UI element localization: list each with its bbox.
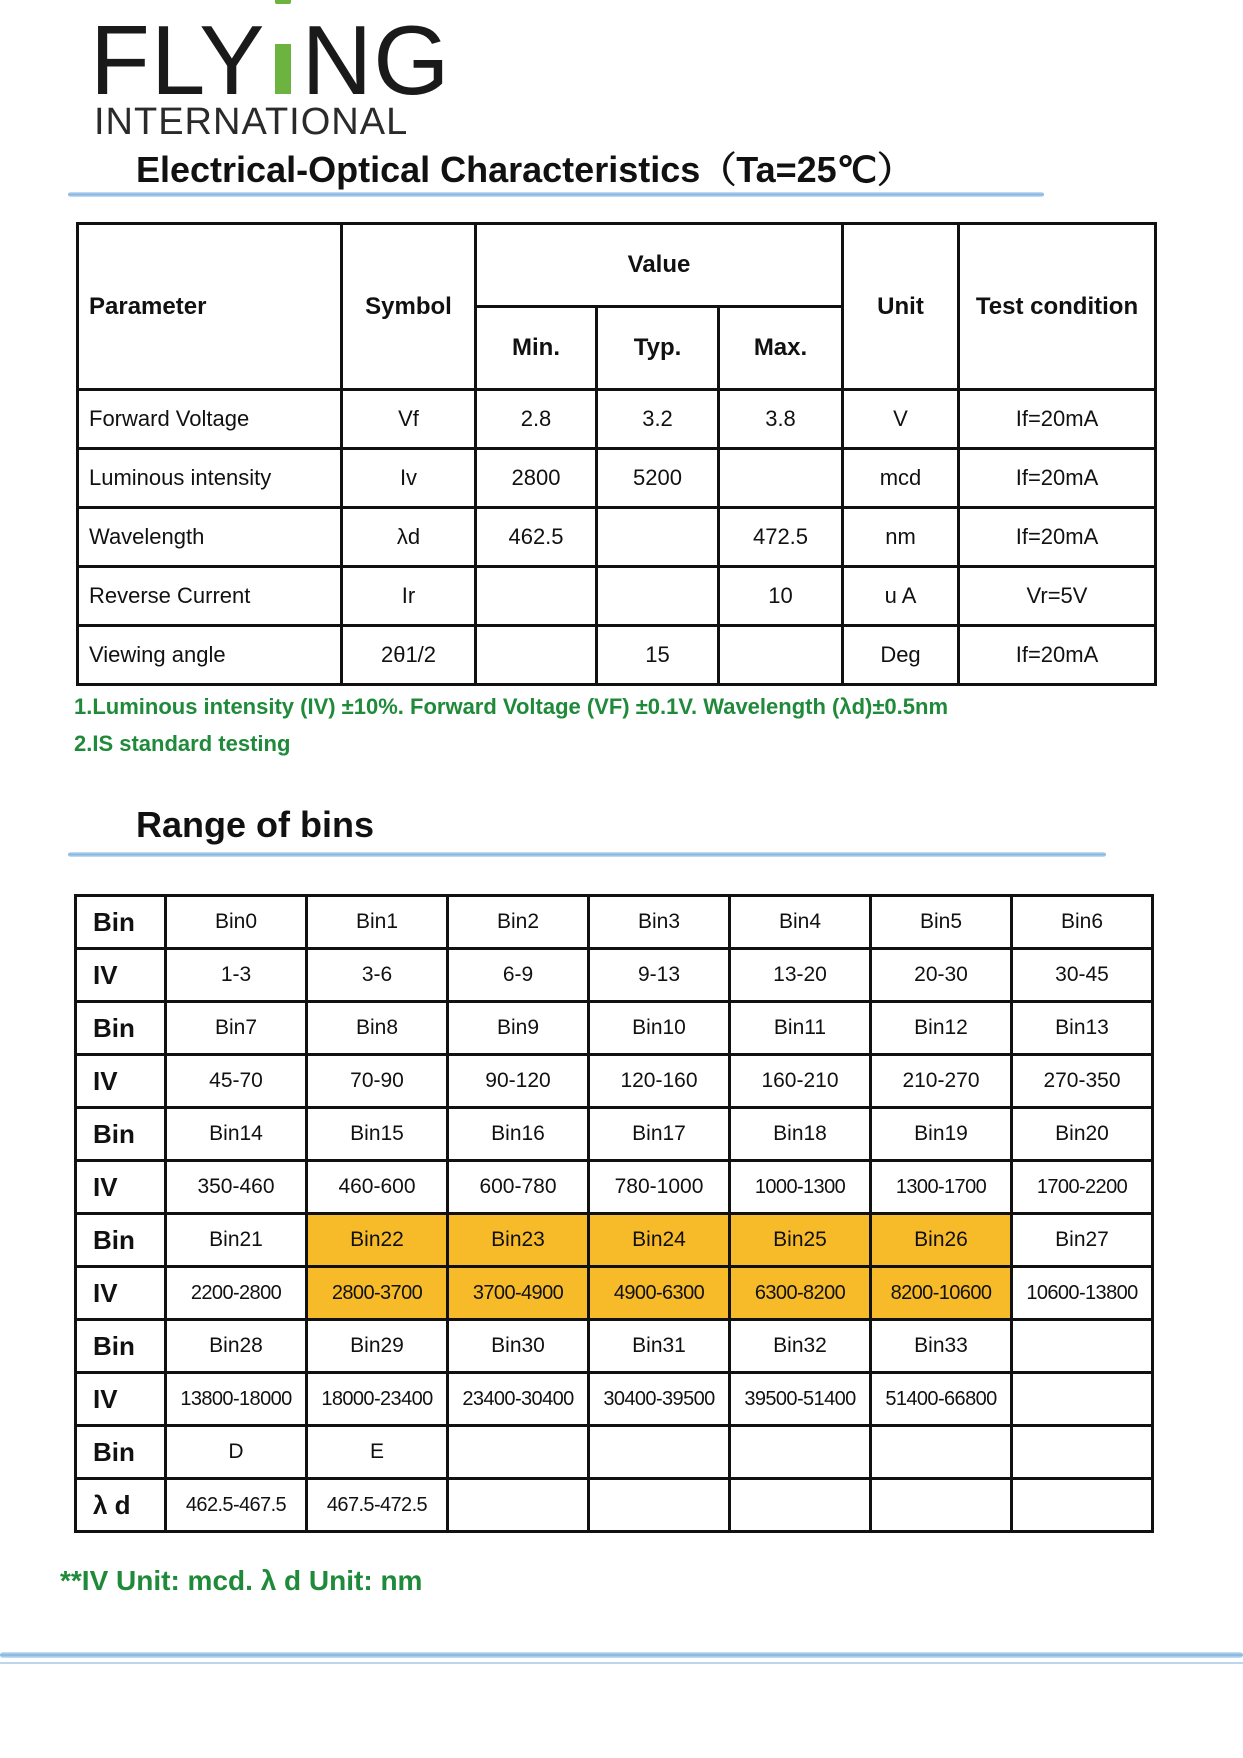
cell-symbol: Vf <box>342 390 476 449</box>
row-label: Bin <box>76 896 166 949</box>
bin-cell: 30400-39500 <box>589 1373 730 1426</box>
units-footnote: **IV Unit: mcd. λ d Unit: nm <box>60 1565 423 1596</box>
cell-min <box>476 626 597 685</box>
table-row <box>78 508 1156 567</box>
bin-cell: Bin31 <box>589 1320 730 1373</box>
row-label: Bin <box>76 1002 166 1055</box>
cell-unit: u A <box>843 567 959 626</box>
bin-cell: Bin22 <box>307 1214 448 1267</box>
bin-cell: 39500-51400 <box>730 1373 871 1426</box>
bin-cell: Bin1 <box>307 896 448 949</box>
bin-cell: Bin29 <box>307 1320 448 1373</box>
bin-cell: Bin4 <box>730 896 871 949</box>
cell-typ <box>597 508 719 567</box>
header-symbol: Symbol <box>342 224 476 390</box>
bins-title: Range of bins <box>136 804 375 845</box>
logo-text-part-3: G <box>373 5 451 115</box>
bin-cell <box>730 1479 871 1532</box>
cell-parameter: Reverse Current <box>78 567 342 626</box>
bin-cell: Bin18 <box>730 1108 871 1161</box>
electrical-optical-title: Electrical-Optical Characteristics（Ta=25℃） <box>136 149 914 190</box>
cell-test: If=20mA <box>959 390 1156 449</box>
row-label: IV <box>76 1055 166 1108</box>
note-standard: 2.IS standard testing <box>74 731 291 756</box>
cell-max <box>719 626 843 685</box>
bin-cell: 6-9 <box>448 949 589 1002</box>
table-row <box>76 1214 1153 1267</box>
bin-cell: Bin7 <box>166 1002 307 1055</box>
table-row <box>78 567 1156 626</box>
bin-cell: 210-270 <box>871 1055 1012 1108</box>
cell-min <box>476 567 597 626</box>
bin-cell: Bin23 <box>448 1214 589 1267</box>
cell-symbol: Ir <box>342 567 476 626</box>
bin-cell: Bin24 <box>589 1214 730 1267</box>
bin-cell: Bin8 <box>307 1002 448 1055</box>
cell-typ: 5200 <box>597 449 719 508</box>
row-label: IV <box>76 1161 166 1214</box>
bin-cell: 51400-66800 <box>871 1373 1012 1426</box>
bin-cell: 4900-6300 <box>589 1267 730 1320</box>
cell-symbol: Iv <box>342 449 476 508</box>
bin-cell: 9-13 <box>589 949 730 1002</box>
bin-cell: 3700-4900 <box>448 1267 589 1320</box>
row-label: Bin <box>76 1426 166 1479</box>
cell-typ: 15 <box>597 626 719 685</box>
footer-rule <box>0 1652 1243 1658</box>
table-row <box>76 1002 1153 1055</box>
bin-cell: 2800-3700 <box>307 1267 448 1320</box>
bin-cell: Bin10 <box>589 1002 730 1055</box>
bin-cell: 18000-23400 <box>307 1373 448 1426</box>
bin-cell: Bin33 <box>871 1320 1012 1373</box>
cell-typ: 3.2 <box>597 390 719 449</box>
table-row <box>76 1479 1153 1532</box>
header-min: Min. <box>476 307 597 390</box>
logo-text-part-1: FLY <box>90 5 266 115</box>
bin-cell: 70-90 <box>307 1055 448 1108</box>
bin-cell: Bin14 <box>166 1108 307 1161</box>
bin-cell <box>871 1479 1012 1532</box>
bin-cell: Bin28 <box>166 1320 307 1373</box>
bin-cell: 3-6 <box>307 949 448 1002</box>
row-label: IV <box>76 1373 166 1426</box>
bin-cell: 160-210 <box>730 1055 871 1108</box>
table-row <box>76 1320 1153 1373</box>
bin-cell: Bin30 <box>448 1320 589 1373</box>
row-label: IV <box>76 1267 166 1320</box>
bin-cell: Bin0 <box>166 896 307 949</box>
bin-cell: 1700-2200 <box>1012 1161 1153 1214</box>
row-label: Bin <box>76 1214 166 1267</box>
bin-cell: Bin3 <box>589 896 730 949</box>
cell-max: 10 <box>719 567 843 626</box>
header-unit: Unit <box>843 224 959 390</box>
bin-cell: 10600-13800 <box>1012 1267 1153 1320</box>
bin-cell: Bin19 <box>871 1108 1012 1161</box>
bin-cell: Bin20 <box>1012 1108 1153 1161</box>
bin-cell: 20-30 <box>871 949 1012 1002</box>
table-row <box>76 1373 1153 1426</box>
bin-cell <box>589 1479 730 1532</box>
bin-cell <box>730 1426 871 1479</box>
cell-unit: Deg <box>843 626 959 685</box>
table-row <box>76 949 1153 1002</box>
bin-cell: 780-1000 <box>589 1161 730 1214</box>
cell-typ <box>597 567 719 626</box>
table-row <box>76 1055 1153 1108</box>
bin-cell: 350-460 <box>166 1161 307 1214</box>
title-underline <box>68 852 1106 857</box>
cell-test: If=20mA <box>959 626 1156 685</box>
bin-cell <box>1012 1479 1153 1532</box>
bin-cell: 462.5-467.5 <box>166 1479 307 1532</box>
bin-cell: Bin11 <box>730 1002 871 1055</box>
bin-cell: Bin27 <box>1012 1214 1153 1267</box>
row-label: Bin <box>76 1320 166 1373</box>
row-label: λ d <box>76 1479 166 1532</box>
table-row <box>76 896 1153 949</box>
bin-cell: 1-3 <box>166 949 307 1002</box>
bin-cell <box>1012 1373 1153 1426</box>
bin-cell: 6300-8200 <box>730 1267 871 1320</box>
header-typ: Typ. <box>597 307 719 390</box>
bin-cell: 467.5-472.5 <box>307 1479 448 1532</box>
bin-cell: Bin5 <box>871 896 1012 949</box>
bin-cell: Bin9 <box>448 1002 589 1055</box>
cell-symbol: 2θ1/2 <box>342 626 476 685</box>
bin-cell: Bin2 <box>448 896 589 949</box>
bin-cell: 23400-30400 <box>448 1373 589 1426</box>
cell-parameter: Luminous intensity <box>78 449 342 508</box>
bin-cell: Bin26 <box>871 1214 1012 1267</box>
logo-text-part-2: N <box>301 5 374 115</box>
bin-cell <box>448 1479 589 1532</box>
bin-cell: Bin32 <box>730 1320 871 1373</box>
cell-test: Vr=5V <box>959 567 1156 626</box>
bin-cell: Bin15 <box>307 1108 448 1161</box>
note-tolerance: 1.Luminous intensity (IV) ±10%. Forward Voltage (VF) ±0.1V. Wavelength (λd)±0.5nm <box>74 694 949 719</box>
cell-unit: V <box>843 390 959 449</box>
bin-cell: 30-45 <box>1012 949 1153 1002</box>
bin-cell: Bin12 <box>871 1002 1012 1055</box>
table-row <box>76 1161 1153 1214</box>
bin-cell: 270-350 <box>1012 1055 1153 1108</box>
bin-cell: 120-160 <box>589 1055 730 1108</box>
cell-test: If=20mA <box>959 508 1156 567</box>
bins-table <box>74 894 1154 1533</box>
bin-cell: Bin16 <box>448 1108 589 1161</box>
header-parameter: Parameter <box>78 224 342 390</box>
table-row <box>78 390 1156 449</box>
cell-unit: mcd <box>843 449 959 508</box>
footer-rule-thin <box>0 1662 1243 1664</box>
company-logo <box>90 5 451 143</box>
table-row <box>76 1267 1153 1320</box>
cell-symbol: λd <box>342 508 476 567</box>
cell-min: 2.8 <box>476 390 597 449</box>
bin-cell: 1300-1700 <box>871 1161 1012 1214</box>
bin-cell <box>589 1426 730 1479</box>
bin-cell: D <box>166 1426 307 1479</box>
header-test-condition: Test condition <box>959 224 1156 390</box>
cell-parameter: Forward Voltage <box>78 390 342 449</box>
table-row <box>78 626 1156 685</box>
row-label: Bin <box>76 1108 166 1161</box>
bin-cell: 45-70 <box>166 1055 307 1108</box>
header-value: Value <box>476 224 843 307</box>
bin-cell: 1000-1300 <box>730 1161 871 1214</box>
bin-cell: 90-120 <box>448 1055 589 1108</box>
electrical-optical-table <box>76 222 1157 686</box>
logo-wordmark <box>90 5 451 115</box>
logo-subtitle: INTERNATIONAL <box>94 101 409 143</box>
header-max: Max. <box>719 307 843 390</box>
bin-cell: Bin21 <box>166 1214 307 1267</box>
title-underline <box>68 192 1044 197</box>
table-row <box>76 1426 1153 1479</box>
cell-parameter: Viewing angle <box>78 626 342 685</box>
bin-cell: Bin6 <box>1012 896 1153 949</box>
bin-cell: 2200-2800 <box>166 1267 307 1320</box>
bin-cell: 460-600 <box>307 1161 448 1214</box>
cell-unit: nm <box>843 508 959 567</box>
row-label: IV <box>76 949 166 1002</box>
bin-cell: Bin25 <box>730 1214 871 1267</box>
bin-cell <box>448 1426 589 1479</box>
bin-cell: 13-20 <box>730 949 871 1002</box>
cell-min: 462.5 <box>476 508 597 567</box>
logo-green-i-icon <box>265 10 301 110</box>
bin-cell: E <box>307 1426 448 1479</box>
table-row <box>76 1108 1153 1161</box>
bin-cell <box>871 1426 1012 1479</box>
bin-cell: Bin13 <box>1012 1002 1153 1055</box>
bin-cell: 13800-18000 <box>166 1373 307 1426</box>
bin-cell: 8200-10600 <box>871 1267 1012 1320</box>
cell-max: 3.8 <box>719 390 843 449</box>
bin-cell: Bin17 <box>589 1108 730 1161</box>
table-row <box>78 449 1156 508</box>
cell-max: 472.5 <box>719 508 843 567</box>
bin-cell: 600-780 <box>448 1161 589 1214</box>
bin-cell <box>1012 1320 1153 1373</box>
cell-test: If=20mA <box>959 449 1156 508</box>
cell-parameter: Wavelength <box>78 508 342 567</box>
cell-max <box>719 449 843 508</box>
bin-cell <box>1012 1426 1153 1479</box>
cell-min: 2800 <box>476 449 597 508</box>
